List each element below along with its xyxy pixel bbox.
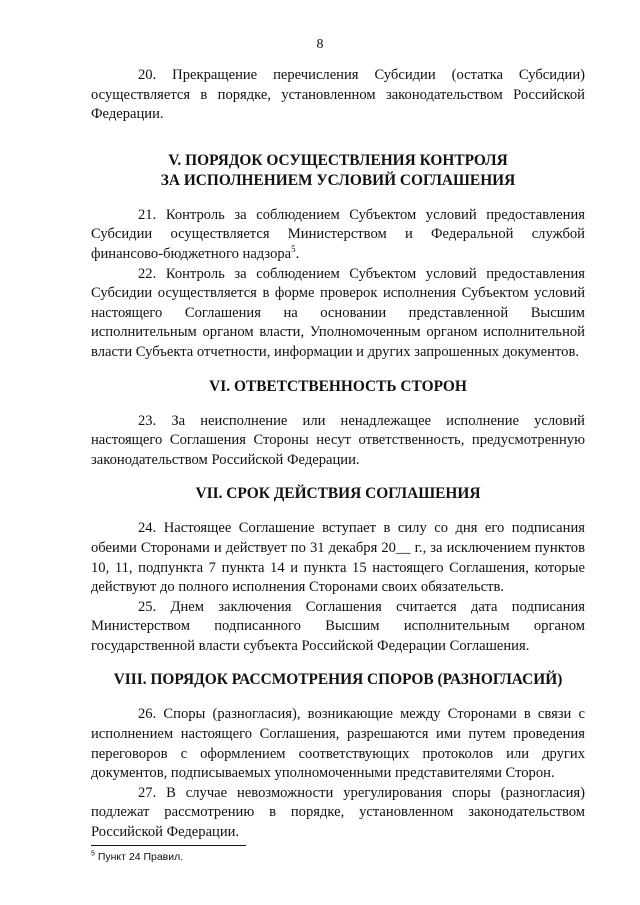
footnote-divider xyxy=(91,845,246,846)
footnote-text: Пункт 24 Правил. xyxy=(94,851,184,863)
section-5-heading-line1: V. ПОРЯДОК ОСУЩЕСТВЛЕНИЯ КОНТРОЛЯ xyxy=(168,151,508,169)
paragraph-21-text: 21. Контроль за соблюдением Субъектом условий предоставления Субсидии осуществляется Министерством и Федеральной службой финансово-бюджетного надзора xyxy=(91,206,585,262)
footnote-mark: 5 xyxy=(91,850,95,858)
paragraph-26: 26. Споры (разногласия), возникающие между Сторонами в связи с исполнением настоящего Соглашения, разрешаются ими путем проведения переговоров с оформлением соответствующих протоколов или других документов, подписываемых уполномоченными представителями Сторон. xyxy=(91,706,585,782)
footnote-5 xyxy=(91,851,183,863)
paragraph-23: 23. За неисполнение или ненадлежащее исполнение условий настоящего Соглашения Стороны несут ответственность, предусмотренную законодательством Российской Федерации. xyxy=(91,412,585,468)
paragraph-22: 22. Контроль за соблюдением Субъектом условий предоставления Субсидии осуществляется в форме проверок исполнения Субъектом условий настоящего Соглашения на основании представленной Высшим исполнительным органом власти, Уполномоченным органом исполнительной власти Субъекта отчетности, информации и других запрошенных документов. xyxy=(91,265,585,360)
footnote-reference-5[interactable]: 5 xyxy=(291,244,296,255)
section-5-heading-line2: ЗА ИСПОЛНЕНИЕМ УСЛОВИЙ СОГЛАШЕНИЯ xyxy=(160,171,516,189)
paragraph-27: 27. В случае невозможности урегулирования споры (разногласия) подлежат рассмотрению в порядке, установленном законодательством Российской Федерации. xyxy=(91,784,585,841)
paragraph-25: 25. Днем заключения Соглашения считается дата подписания Министерством подписанного Высшим исполнительным органом государственной власти субъекта Российской Федерации Соглашения. xyxy=(91,598,585,654)
paragraph-24: 24. Настоящее Соглашение вступает в силу со дня его подписания обеими Сторонами и действует по 31 декабря 20__ г., за исключением пунктов 10, 11, подпункта 7 пункта 14 и пункта 15 настоящего Соглашения, которые действуют до полного исполнения Сторонами своих обязательств. xyxy=(91,520,585,596)
section-6-heading: VI. ОТВЕТСТВЕННОСТЬ СТОРОН xyxy=(209,377,467,395)
paragraph-20: 20. Прекращение перечисления Субсидии (остатка Субсидии) осуществляется в порядке, установленном законодательством Российской Федерации. xyxy=(91,67,585,123)
paragraph-21 xyxy=(91,206,585,265)
page-number: 8 xyxy=(316,37,324,52)
section-7-heading: VII. СРОК ДЕЙСТВИЯ СОГЛАШЕНИЯ xyxy=(195,485,481,503)
paragraph-21-end: . xyxy=(295,245,300,262)
section-8-heading: VIII. ПОРЯДОК РАССМОТРЕНИЯ СПОРОВ (РАЗНОГЛАСИЙ) xyxy=(113,671,563,689)
document-body xyxy=(91,66,585,843)
